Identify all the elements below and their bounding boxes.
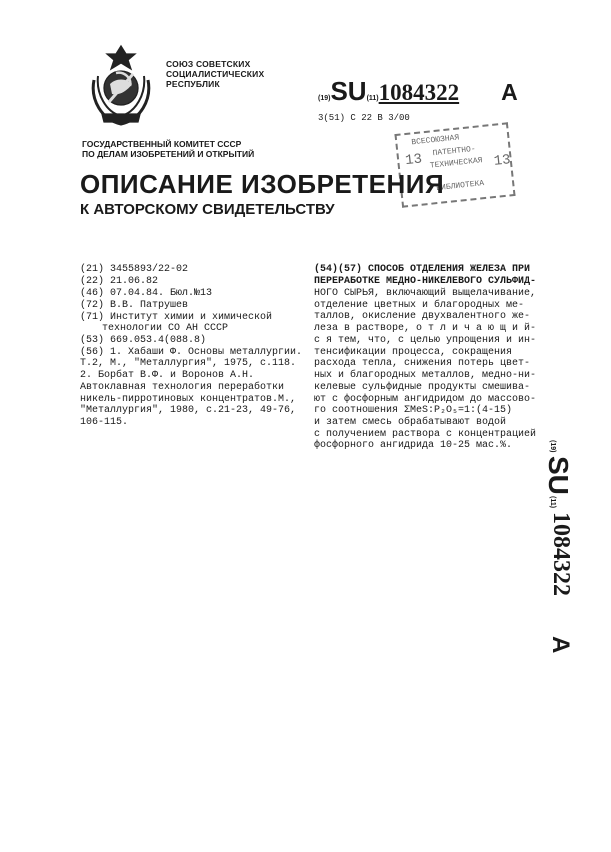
abstract-line: таллов, окисление двухвалентного же-: [314, 311, 531, 322]
side-country-code: (19): [549, 440, 556, 453]
ipc-classification: [318, 113, 410, 123]
committee-line-1: ГОСУДАРСТВЕННЫЙ КОМИТЕТ СССР: [82, 139, 242, 149]
abstract-line: ют с фосфорным ангидридом до массово-: [314, 394, 537, 405]
abstract-line: леза в растворе, о т л и ч а ю щ и й-: [314, 323, 537, 334]
ipc-value: С 22 В 3/00: [350, 113, 410, 123]
stamp-number-left: 13: [404, 151, 423, 170]
ipc-code: 3(51): [318, 113, 346, 123]
abstract-line: (54)(57) СПОСОБ ОТДЕЛЕНИЯ ЖЕЛЕЗА ПРИ: [314, 264, 531, 275]
abstract-line: ПЕРЕРАБОТКЕ МЕДНО-НИКЕЛЕВОГО СУЛЬФИД-: [314, 276, 537, 287]
kind-code: A: [501, 79, 518, 105]
country: SU: [330, 76, 367, 106]
country-code: (19): [318, 95, 331, 102]
bib-line: (53) 669.053.4(088.8): [80, 335, 207, 346]
bib-line: (22) 21.06.82: [80, 276, 159, 287]
patent-number: 1084322: [378, 80, 460, 105]
number-code: (11): [366, 95, 379, 102]
abstract-line: и затем смесь обрабатывают водой: [314, 417, 507, 428]
abstract-line: тенсификации процесса, сокращения: [314, 347, 513, 358]
bib-line: 106-115.: [80, 417, 129, 428]
ussr-line-1: СОЮЗ СОВЕТСКИХ: [166, 59, 251, 69]
stamp-line: ТЕХНИЧЕСКАЯ: [429, 156, 483, 171]
abstract-line: расхода тепла, снижения потерь цвет-: [314, 358, 531, 369]
abstract-line: НОГО СЫРЬЯ, включающий выщелачивание,: [314, 288, 537, 299]
abstract-line: фосфорного ангидрида 10-25 мас.%.: [314, 440, 513, 451]
document-subtitle: К АВТОРСКОМУ СВИДЕТЕЛЬСТВУ: [80, 201, 335, 218]
publication-number: [318, 76, 518, 106]
bib-line: (21) 3455893/22-02: [80, 264, 189, 275]
stamp-number-right: 13: [493, 152, 512, 170]
state-emblem-icon: [80, 40, 162, 130]
bib-line: Автоклавная технология переработки: [80, 382, 285, 393]
side-number: 1084322: [548, 512, 574, 596]
bib-line: Т.2, М., "Металлургия", 1975, с.118.: [80, 358, 297, 369]
bib-line: никель-пирротиновых концентратов.М.,: [80, 394, 297, 405]
stamp-line: БИБЛИОТЕКА: [435, 179, 485, 194]
abstract-line: го соотношения ΣMeS:P₂O₅=1:(4-15): [314, 405, 513, 416]
bib-line: технологии СО АН СССР: [102, 323, 229, 334]
bib-line: (71) Институт химии и химической: [80, 312, 273, 323]
stamp-line: ВСЕСОЮЗНАЯ: [410, 133, 460, 148]
side-kind: A: [547, 636, 574, 654]
document-title: ОПИСАНИЕ ИЗОБРЕТЕНИЯ: [80, 169, 445, 199]
bib-line: (72) В.В. Патрушев: [80, 300, 189, 311]
bib-line: 2. Борбат В.Ф. и Воронов А.Н.: [80, 370, 255, 381]
abstract-line: с получением раствора с концентрацией: [314, 429, 537, 440]
side-country: SU: [543, 456, 574, 495]
abstract-line: отделение цветных и благородных ме-: [314, 300, 525, 311]
abstract-line: с я тем, что, с целью упрощения и ин-: [314, 335, 537, 346]
abstract-line: келевые сульфидные продукты смешива-: [314, 382, 531, 393]
abstract-line: ных и благородных металлов, медно-ни-: [314, 370, 537, 381]
ussr-line-2: СОЦИАЛИСТИЧЕСКИХ: [166, 69, 265, 79]
committee-line-2: ПО ДЕЛАМ ИЗОБРЕТЕНИЙ И ОТКРЫТИЙ: [82, 149, 255, 159]
bib-line: "Металлургия", 1980, с.21-23, 49-76,: [80, 405, 297, 416]
bib-line: (56) 1. Хабаши Ф. Основы металлургии.: [80, 347, 303, 358]
side-publication-label: [538, 440, 578, 670]
ussr-line-3: РЕСПУБЛИК: [166, 79, 220, 89]
stamp-line: ПАТЕНТНО-: [432, 144, 477, 159]
bib-line: (46) 07.04.84. Бюл.№13: [80, 288, 213, 299]
side-number-code: (11): [549, 496, 556, 509]
